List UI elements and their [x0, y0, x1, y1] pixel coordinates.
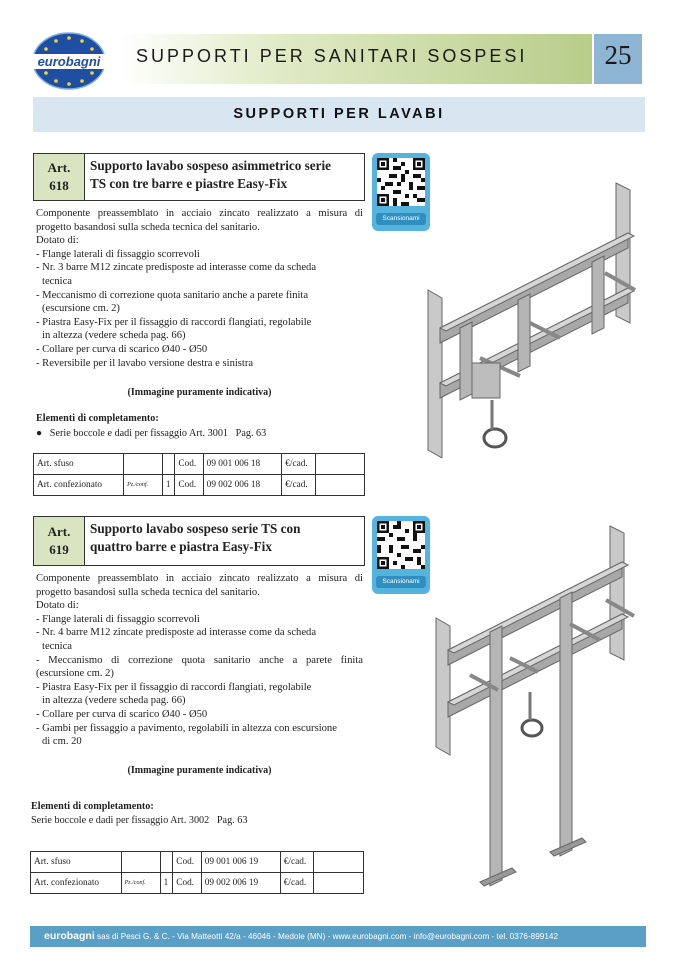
table-cell-pz [124, 454, 163, 475]
footer-bar [30, 926, 646, 947]
table-cell-cod: Cod. [173, 873, 201, 894]
footer-contact: sas di Pesci G. & C. - Via Matteotti 42/a - 46046 - Medole (MN) - www.eurobagni.com - info@eurobagni.com - tel. 0376-899142 [94, 932, 559, 941]
eurobagni-logo [30, 30, 108, 92]
article-number: 618 [49, 178, 69, 193]
desc-line: - Nr. 3 barre M12 zincate predisposte ad interasse come da scheda [36, 262, 317, 274]
table-cell-code: 09 002 006 18 [203, 475, 282, 496]
desc-line: Dotato di: [36, 600, 79, 612]
bullet-icon: ● [36, 428, 50, 439]
desc-line: Dotato di: [36, 235, 79, 247]
completion-page: Pag. 63 [216, 815, 248, 826]
table-cell-label: Art. confezionato [34, 475, 124, 496]
table-cell-label: Art. confezionato [31, 873, 122, 894]
completion-item [36, 428, 356, 439]
table-cell-qty: 1 [162, 475, 175, 496]
qr-code-icon [377, 158, 425, 206]
article-code [34, 517, 85, 565]
desc-line: - Reversibile per il lavabo versione destra e sinistra [36, 357, 254, 369]
product-image-619 [430, 520, 650, 900]
desc-line: tecnica [42, 640, 72, 652]
table-row [34, 475, 365, 496]
image-note: (Immagine puramente indicativa) [127, 387, 272, 398]
desc-line: - Meccanismo di correzione quota sanitario anche a parete finita [36, 289, 309, 301]
table-cell-code: 09 001 006 19 [201, 852, 280, 873]
article-618-header [33, 153, 365, 201]
desc-line: - Collare per curva di scarico Ø40 - Ø50 [36, 343, 208, 355]
desc-line: - Nr. 4 barre M12 zincate predisposte ad interasse come da scheda [36, 627, 317, 639]
completion-title: Elementi di completamento: [36, 413, 159, 424]
completion-page: Pag. 63 [235, 428, 267, 439]
section-title: SUPPORTI PER LAVABI [233, 106, 445, 122]
desc-line: progetto basandosi sulla scheda tecnica del sanitario. [36, 586, 260, 598]
table-cell-price [314, 852, 364, 873]
article-title-line: quattro barre e piastra Easy-Fix [90, 539, 272, 554]
desc-line: progetto basandosi sulla scheda tecnica del sanitario. [36, 221, 260, 233]
desc-line: - Piastra Easy-Fix per il fissaggio di raccordi flangiati, regolabile [36, 681, 312, 693]
table-cell-qty: 1 [160, 873, 173, 894]
page-title: SUPPORTI PER SANITARI SOSPESI [136, 46, 528, 66]
table-row [31, 873, 364, 894]
table-cell-unit: €/cad. [282, 454, 316, 475]
qr-scan-label: Scansionami [376, 576, 426, 588]
table-cell-cod: Cod. [173, 852, 201, 873]
table-cell-cod: Cod. [175, 454, 203, 475]
table-cell-qty [162, 454, 175, 475]
completion-text: Serie boccole e dadi per fissaggio Art. 3002 [31, 815, 210, 826]
article-title-line: Supporto lavabo sospeso serie TS con [90, 521, 301, 536]
qr-scan-label: Scansionami [376, 213, 426, 225]
qr-code-icon [377, 521, 425, 569]
article-label: Art. [47, 160, 71, 175]
product-image-618 [420, 178, 650, 458]
desc-line: Componente preassemblato in acciaio zincato realizzato a misura di [36, 573, 363, 584]
table-cell-code: 09 001 006 18 [203, 454, 282, 475]
article-title-line: TS con tre barre e piastre Easy-Fix [90, 176, 288, 191]
article-code [34, 154, 85, 200]
table-cell-label: Art. sfuso [34, 454, 124, 475]
desc-line: tecnica [42, 275, 72, 287]
desc-line: Componente preassemblato in acciaio zincato realizzato a misura di [36, 208, 363, 219]
desc-line: - Piastra Easy-Fix per il fissaggio di raccordi flangiati, regolabile [36, 316, 312, 328]
article-619-header [33, 516, 365, 566]
desc-line: (escursione cm. 2) [42, 303, 120, 315]
table-cell-pz: Pz./conf. [124, 475, 163, 496]
price-table-618 [33, 453, 365, 496]
desc-line: - Gambi per fissaggio a pavimento, regolabili in altezza con escursione [36, 722, 337, 734]
table-cell-unit: €/cad. [282, 475, 316, 496]
desc-line: (escursione cm. 2) [36, 668, 114, 680]
table-cell-unit: €/cad. [280, 873, 314, 894]
table-row [34, 454, 365, 475]
desc-line: in altezza (vedere scheda pag. 66) [42, 330, 186, 342]
table-cell-code: 09 002 006 19 [201, 873, 280, 894]
desc-line: - Flange laterali di fissaggio scorrevoli [36, 613, 200, 625]
page-number: 25 [604, 40, 632, 70]
desc-line: di cm. 20 [42, 736, 82, 748]
article-title [85, 154, 364, 200]
article-title-line: Supporto lavabo sospeso asimmetrico serie [90, 158, 332, 173]
table-cell-pz: Pz./conf. [121, 873, 160, 894]
desc-line: in altezza (vedere scheda pag. 66) [42, 695, 186, 707]
table-cell-unit: €/cad. [280, 852, 314, 873]
article-number: 619 [49, 542, 69, 557]
table-cell-label: Art. sfuso [31, 852, 122, 873]
completion-title: Elementi di completamento: [31, 801, 154, 812]
table-row [31, 852, 364, 873]
qr-code-619[interactable] [372, 516, 430, 594]
desc-line: - Collare per curva di scarico Ø40 - Ø50 [36, 708, 208, 720]
table-cell-cod: Cod. [175, 475, 203, 496]
table-cell-pz [121, 852, 160, 873]
footer-brand: eurobagni [44, 930, 95, 942]
logo-text: eurobagni [37, 54, 101, 69]
image-note: (Immagine puramente indicativa) [127, 765, 272, 776]
table-cell-price [315, 454, 364, 475]
table-cell-price [315, 475, 364, 496]
article-619-description [36, 572, 363, 749]
desc-line: - Meccanismo di correzione quota sanitario anche a parete finita [36, 654, 363, 666]
price-table-619 [30, 851, 364, 894]
completion-text: Serie boccole e dadi per fissaggio Art. 3001 [49, 428, 229, 439]
table-cell-price [314, 873, 364, 894]
article-label: Art. [47, 524, 71, 539]
article-title [85, 517, 364, 565]
table-cell-qty [160, 852, 173, 873]
article-618-description [36, 207, 363, 370]
completion-item [31, 815, 361, 826]
desc-line: - Flange laterali di fissaggio scorrevoli [36, 248, 200, 260]
